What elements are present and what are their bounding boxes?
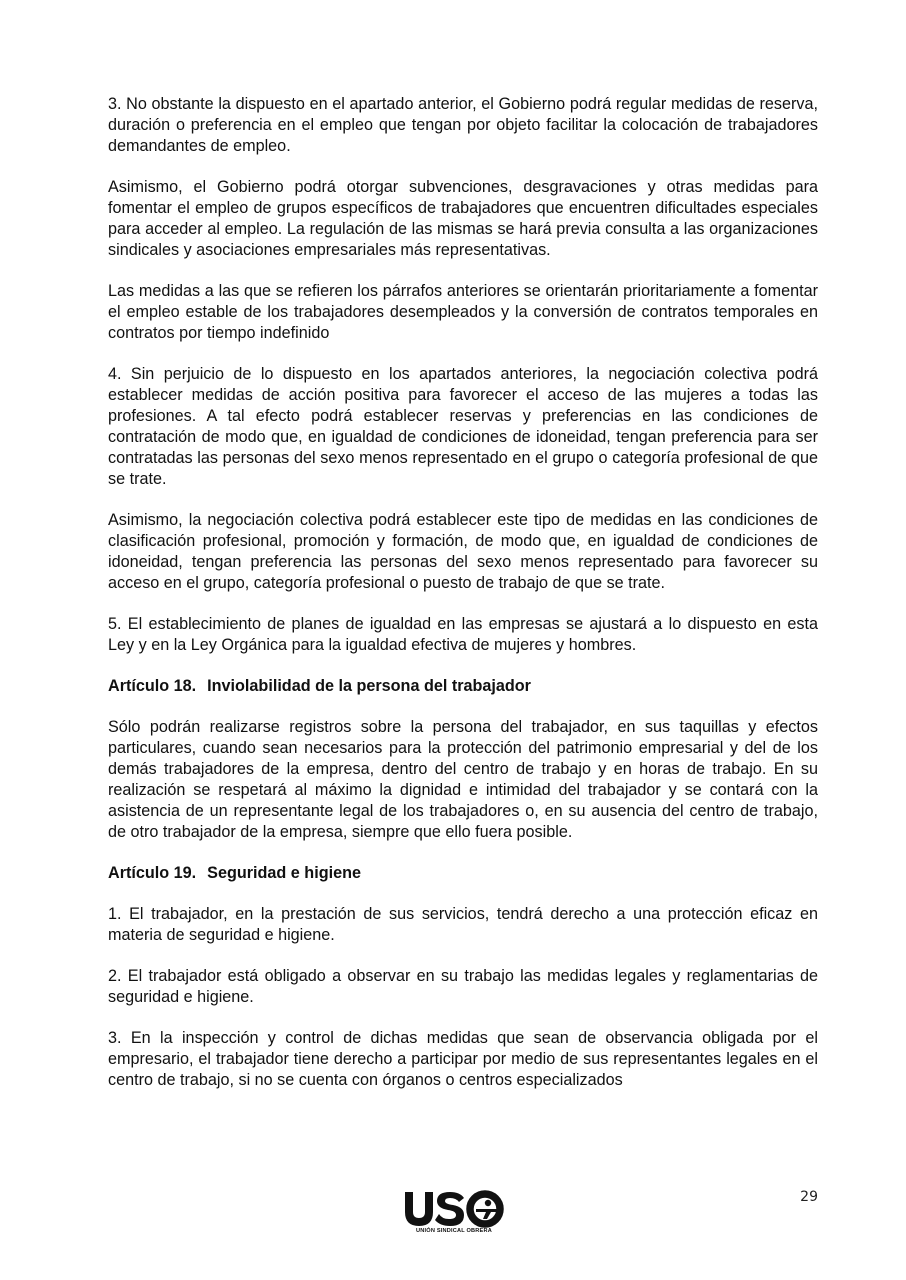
- uso-logo-mark: [402, 1190, 506, 1228]
- article-19-number: Artículo 19.: [108, 864, 197, 882]
- uso-logo-subtitle: UNIÓN SINDICAL OBRERA: [416, 1228, 492, 1234]
- paragraph-art19-2: 2. El trabajador está obligado a observar en su trabajo las medidas legales y reglamentarias de seguridad e higiene.: [108, 967, 818, 1006]
- paragraph-art17-5: 5. El establecimiento de planes de igualdad en las empresas se ajustará a lo dispuesto en esta Ley y en la Ley Orgánica para la igualdad efectiva de mujeres y hombres.: [108, 615, 818, 654]
- article-19-title: Seguridad e higiene: [207, 864, 361, 882]
- paragraph-art17-4: 4. Sin perjuicio de lo dispuesto en los apartados anteriores, la negociación colectiva podrá establecer medidas de acción positiva para favorecer el acceso de las mujeres a todas las profesiones. A tal efecto podrá establecer reservas y preferencias en las condiciones de contratación de modo que, en igualdad de condiciones de idoneidad, tengan preferencia para ser contratadas las personas del sexo menos representado en el grupo o categoría profesional de que se trate.: [108, 365, 818, 488]
- document-body: [108, 94, 818, 1111]
- uso-logo: [402, 1190, 506, 1242]
- article-18-number: Artículo 18.: [108, 677, 197, 695]
- page-number: 29: [800, 1189, 818, 1205]
- paragraph-art19-1: 1. El trabajador, en la prestación de sus servicios, tendrá derecho a una protección eficaz en materia de seguridad e higiene.: [108, 905, 818, 944]
- article-18-heading: [108, 676, 818, 697]
- paragraph-art18: Sólo podrán realizarse registros sobre la persona del trabajador, en sus taquillas y efectos particulares, cuando sean necesarios para la protección del patrimonio empresarial y del de los demás trabajadores de la empresa, dentro del centro de trabajo y en horas de trabajo. En su realización se respetará al máximo la dignidad e intimidad del trabajador y se contará con la asistencia de un representante legal de los trabajadores o, en su ausencia del centro de trabajo, de otro trabajador de la empresa, siempre que ello fuera posible.: [108, 718, 818, 841]
- article-18-title: Inviolabilidad de la persona del trabajador: [207, 677, 531, 695]
- paragraph-art19-3: 3. En la inspección y control de dichas medidas que sean de observancia obligada por el empresario, el trabajador tiene derecho a participar por medio de sus representantes legales en el centro de trabajo, si no se cuenta con órganos o centros especializados: [108, 1029, 818, 1089]
- paragraph-art17-3-subsidies: Asimismo, el Gobierno podrá otorgar subvenciones, desgravaciones y otras medidas para fomentar el empleo de grupos específicos de trabajadores que encuentren dificultades especiales para acceder al empleo. La regulación de las mismas se hará previa consulta a las organizaciones sindicales y asociaciones empresariales más representativas.: [108, 178, 818, 259]
- paragraph-art17-3-measures: Las medidas a las que se refieren los párrafos anteriores se orientarán prioritariamente a fomentar el empleo estable de los trabajadores desempleados y la conversión de contratos temporales en contratos por tiempo indefinido: [108, 282, 818, 342]
- paragraph-art17-3: 3. No obstante la dispuesto en el apartado anterior, el Gobierno podrá regular medidas de reserva, duración o preferencia en el empleo que tengan por objeto facilitar la colocación de trabajadores demandantes de empleo.: [108, 95, 818, 155]
- article-19-heading: [108, 863, 818, 884]
- paragraph-art17-4-collective: Asimismo, la negociación colectiva podrá establecer este tipo de medidas en las condiciones de clasificación profesional, promoción y formación, de modo que, en igualdad de condiciones de idoneidad, tengan preferencia las personas del sexo menos representado para favorecer su acceso en el grupo, categoría profesional o puesto de trabajo de que se trate.: [108, 511, 818, 592]
